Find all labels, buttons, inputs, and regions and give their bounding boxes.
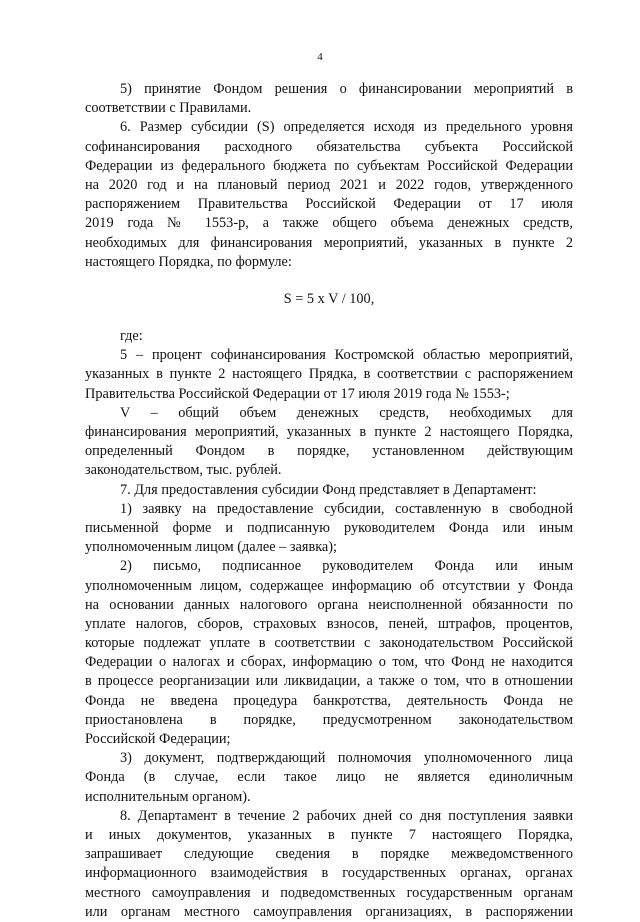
text-line: где:	[120, 328, 143, 345]
text-line: финансирования мероприятий, указанных в пункте 2 настоящего Порядка,	[85, 424, 573, 440]
text-line: 7. Для предоставления субсидии Фонд представляет в Департамент:	[120, 481, 537, 498]
text-line: настоящего Порядка, по формуле:	[85, 253, 292, 270]
text-line: Российской Федерации;	[85, 731, 231, 747]
text-line: V – общий объем денежных средств, необходимых для	[120, 404, 573, 421]
text-line: информационного взаимодействия в государственных органах, органах	[85, 865, 573, 882]
text-line: указанных в пункте 2 настоящего Прядка, в соответствии с распоряжением	[85, 366, 573, 383]
text-line: Федерации о налогах и сборах, информацию о том, что Фонд не находится	[85, 654, 573, 671]
document-body	[85, 80, 573, 922]
text-line: необходимых для финансирования мероприятий, указанных в пункте 2	[85, 234, 573, 251]
text-line: 5 – процент софинансирования Костромской областью мероприятий,	[120, 347, 573, 364]
paragraph-block-2	[85, 327, 573, 922]
text-line: соответствии с Правилами.	[85, 100, 252, 117]
text-line: на основании данных налогового органа неисполненной обязанности по	[85, 596, 573, 613]
text-line: уполномоченным лицом (далее – заявка);	[85, 539, 338, 556]
text-line: запрашивает следующие сведения в порядке межведомственного	[85, 846, 573, 863]
text-line: письменной форме и подписанную руководителем Фонда или иным	[85, 519, 573, 536]
text-line: Фонда (в случае, если такое лицо не является единоличным	[85, 769, 573, 786]
text-line: 3) документ, подтверждающий полномочия уполномоченного лица	[120, 750, 573, 767]
text-line: которые подлежат уплате в соответствии с законодательством Российской	[85, 635, 573, 652]
text-line: 2) письмо, подписанное руководителем Фонда или иным	[120, 558, 573, 575]
text-line: 2019 года № 1553-р, а также общего объема денежных средств,	[85, 215, 573, 232]
paragraph-block-1	[85, 80, 573, 272]
page-number: 4	[317, 51, 323, 63]
text-line: софинансирования расходного обязательства субъекта Российской	[85, 138, 573, 155]
text-line: и иных документов, указанных в пункте 7 настоящего Порядка,	[85, 826, 573, 843]
formula: S = 5 x V / 100,	[283, 290, 375, 307]
text-line: Федерации из федерального бюджета по субъектам Российской Федерации	[85, 157, 573, 174]
text-line: распоряжением Правительства Российской Федерации от 17 июля	[85, 196, 573, 213]
text-line: исполнительным органом).	[85, 788, 251, 805]
text-line: уполномоченным лицом, содержащее информацию об отсутствии у Фонда	[85, 577, 573, 594]
text-line: 6. Размер субсидии (S) определяется исходя из предельного уровня	[120, 119, 573, 136]
text-line: на 2020 год и на плановый период 2021 и 2022 годов, утвержденного	[85, 176, 573, 193]
text-line: в процессе реорганизации или ликвидации, а также о том, что в отношении	[85, 673, 573, 690]
text-line: местного самоуправления и подведомственных государственным органам	[85, 884, 573, 901]
text-line: 1) заявку на предоставление субсидии, составленную в свободной	[120, 500, 573, 517]
text-line: законодательством, тыс. рублей.	[85, 462, 282, 479]
text-line: уплате налогов, сборов, страховых взносов, пеней, штрафов, процентов,	[85, 615, 573, 632]
text-line: или органам местного самоуправления организациях, в распоряжении	[85, 903, 573, 920]
text-line: 8. Департамент в течение 2 рабочих дней со дня поступления заявки	[120, 807, 573, 824]
text-line: приостановлена в порядке, предусмотренном законодательством	[85, 711, 573, 728]
text-line: определенный Фондом в порядке, установленном действующим	[85, 443, 573, 460]
text-line: Правительства Российской Федерации от 17 июля 2019 года № 1553-;	[85, 385, 510, 402]
text-line: 5) принятие Фондом решения о финансировании мероприятий в	[120, 81, 573, 97]
text-line: Фонда не введена процедура банкротства, деятельность Фонда не	[85, 692, 573, 709]
